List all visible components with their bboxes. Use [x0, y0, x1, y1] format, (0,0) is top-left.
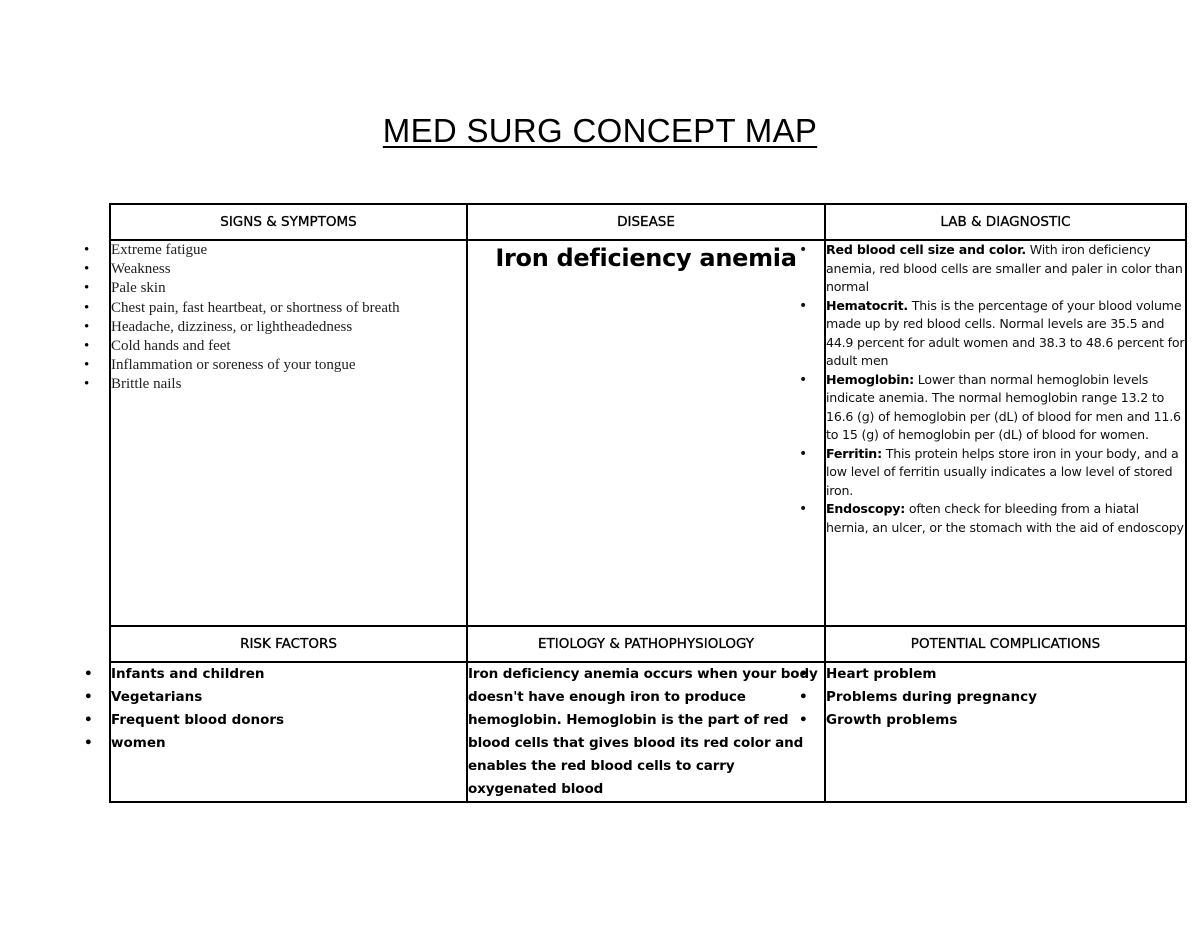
lab-term: Hemoglobin: — [826, 371, 914, 387]
lab-text: With iron deficiency anemia, red blood cells are smaller and paler in color than normal — [826, 242, 1183, 294]
etiology-cell — [467, 662, 825, 802]
list-item — [826, 297, 1185, 371]
risk-header: RISK FACTORS — [110, 626, 467, 662]
list-item: • women — [111, 732, 466, 755]
etiology-text: Iron deficiency anemia occurs when your body doesn't have enough iron to produce hemoglobin. Hemoglobin is the part of red blood cells that gives blood its red color and enables the red blood cells to carry oxygenated blood — [468, 666, 818, 797]
complications-header: POTENTIAL COMPLICATIONS — [825, 626, 1186, 662]
list-item: • Cold hands and feet — [111, 337, 466, 356]
list-item: • Frequent blood donors — [111, 709, 466, 732]
disease-cell — [467, 240, 825, 626]
disease-header: DISEASE — [467, 204, 825, 240]
lab-text: Lower than normal hemoglobin levels indicate anemia. The normal hemoglobin range 13.2 to 16.6 (g) of hemoglobin per (dL) of blood for men and 11.6 to 15 (g) of hemoglobin per (dL) of blood for women. — [826, 371, 1181, 442]
list-item: • Growth problems — [826, 709, 1185, 732]
lab-term: Ferritin: — [826, 445, 882, 461]
list-item — [826, 241, 1185, 297]
etiology-header: ETIOLOGY & PATHOPHYSIOLOGY — [467, 626, 825, 662]
list-item: • Weakness — [111, 260, 466, 279]
signs-cell — [110, 240, 467, 626]
header-row-top — [110, 204, 1186, 240]
header-row-bottom — [110, 626, 1186, 662]
concept-map-table — [109, 203, 1187, 803]
page-title: MED SURG CONCEPT MAP — [382, 112, 818, 149]
lab-header: LAB & DIAGNOSTIC — [825, 204, 1186, 240]
content-row-top — [110, 240, 1186, 626]
list-item: • Heart problem — [826, 663, 1185, 686]
list-item: • Problems during pregnancy — [826, 686, 1185, 709]
lab-term: Hematocrit. — [826, 297, 908, 313]
list-item — [826, 371, 1185, 445]
signs-header: SIGNS & SYMPTOMS — [110, 204, 467, 240]
lab-text: This is the percentage of your blood volume made up by red blood cells. Normal levels are 35.5 and 44.9 percent for adult women and 38.3 to 48.6 percent for adult men — [826, 297, 1185, 368]
risk-list — [111, 663, 466, 755]
content-row-bottom — [110, 662, 1186, 802]
complications-list — [826, 663, 1185, 732]
lab-cell — [825, 240, 1186, 626]
lab-term: Red blood cell size and color. — [826, 242, 1026, 257]
list-item: • Infants and children — [111, 663, 466, 686]
list-item — [826, 500, 1185, 537]
list-item: • Vegetarians — [111, 686, 466, 709]
list-item: • Extreme fatigue — [111, 241, 466, 260]
list-item: • Chest pain, fast heartbeat, or shortness of breath — [111, 299, 466, 318]
list-item: • Inflammation or soreness of your tongue — [111, 356, 466, 375]
lab-term: Endoscopy: — [826, 501, 906, 516]
risk-cell — [110, 662, 467, 802]
complications-cell — [825, 662, 1186, 802]
signs-list — [111, 241, 466, 395]
list-item: • Headache, dizziness, or lightheadedness — [111, 318, 466, 337]
disease-name: Iron deficiency anemia — [495, 244, 797, 272]
lab-text: This protein helps store iron in your body, and a low level of ferritin usually indicates a low level of stored iron. — [826, 445, 1179, 498]
lab-list — [826, 241, 1185, 537]
lab-text: often check for bleeding from a hiatal hernia, an ulcer, or the stomach with the aid of endoscopy — [826, 501, 1184, 535]
list-item: • Pale skin — [111, 279, 466, 298]
list-item: • Brittle nails — [111, 375, 466, 394]
list-item — [826, 445, 1185, 501]
